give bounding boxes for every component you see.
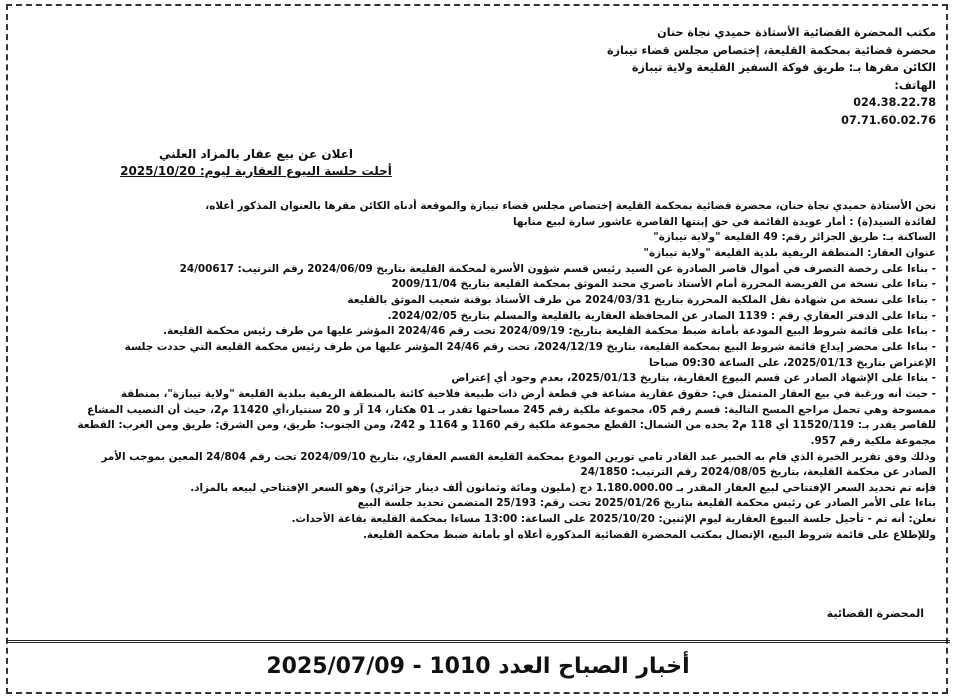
notice-line: الساكنة بـ: طريق الجزائر رقم: 49 القليعة "ولاية تيبازة" — [653, 231, 936, 244]
notice-line: مجموعة ملكية رقم 957. — [810, 434, 936, 447]
notice-line: الإعتراض بتاريخ 2025/01/13، على الساعة 09:30 صباحا — [648, 356, 936, 369]
bailiff-office-header — [236, 24, 936, 130]
notice-line: - بناءا على رخصة التصرف في أموال قاصر الصادرة عن السيد رئيس قسم شؤون الأسرة لمحكمة القليعة بتاريخ 2024/06/09 رقم الترتيب: 24/00617 — [179, 262, 936, 275]
office-name: مكتب المحضرة القضائية الأستاذة حميدي نجاة حنان — [657, 26, 936, 39]
office-jurisdiction: محضرة قضائية بمحكمة القليعة، إختصاص مجلس قضاء تيبازة — [606, 43, 936, 57]
notice-line: نعلن: أنه تم - تأجيل جلسة البيوع العقارية ليوم الإثنين: 2025/10/20 على الساعة: 13:00 مساءا بمحكمة القليعة بقاعة الأحداث. — [291, 513, 936, 526]
notice-line: وللإطلاع على قائمة شروط البيع، الإتصال بمكتب المحضرة القضائية المذكورة أعلاه أو بأمانة ضبط محكمة القليعة. — [362, 528, 936, 541]
notice-title-block — [106, 146, 406, 179]
office-address: الكائن مقرها بـ: طريق فوكة السفير القليعة ولاية تيبازة — [631, 61, 936, 75]
notice-line: - بناءا على الدفتر العقاري رقم : 1139 الصادر عن المحافظة العقارية بالقليعة والمسلم بتاريخ 2024/02/05. — [387, 309, 936, 322]
notice-line: فإنه تم تحديد السعر الإفتتاحي لبيع العقار المقدر بـ 1.180.000.00 دج (مليون ومائة وثمانون ألف دينار جزائري) وهو السعر الإفتتاحي لبيعه بالمزاد. — [190, 481, 936, 494]
notice-line: ممسوحة وهي تحمل مراجع المسح التالية: قسم رقم 05، مجموعة ملكية رقم 245 مساحتها تقدر بـ 01 هكتار، 14 آر و 20 سنتيار،أي 11420 م2، حيث أن النصيب المشاع — [87, 403, 936, 416]
office-phone-1: 024.38.22.78 — [853, 96, 936, 110]
notice-subtitle: أجلت جلسة البيوع العقارية ليوم: 2025/10/20 — [120, 163, 392, 178]
notice-title: اعلان عن بيع عقار بالمزاد العلني — [158, 147, 354, 161]
office-phone-label: الهاتف: — [894, 78, 936, 92]
notice-line: عنوان العقار: المنطقة الريفية بلدية القليعة "ولاية تيبازة" — [643, 246, 936, 259]
notice-body — [6, 199, 936, 543]
newspaper-footer: أخبار الصباح العدد 1010 - 2025/07/09 — [6, 640, 950, 689]
notice-line: - حيث أنه ورغبة في بيع العقار المتمثل في: حقوق عقارية مشاعة في قطعة أرض ذات طبيعة فلاحية كائنة بالمنطقة الريفية ببلدية القليعة "ولاية تيبازة"، بمنطقة — [120, 387, 936, 400]
notice-line: - بناءا على محضر إيداع قائمة شروط البيع بمحكمة القليعة، بتاريخ 2024/12/19، تحت رقم 24/46 المؤشر عليها من طرف رئيس محكمة القليعة التي حددت جلسة — [124, 340, 936, 353]
office-phone-2: 07.71.60.02.76 — [841, 113, 936, 127]
signature: المحضرة القضائية — [826, 607, 924, 620]
notice-line: - بناءا على نسخة من شهادة نقل الملكية المحررة بتاريخ 2024/03/31 من طرف الأستاذ بوقنة شعيب الموثق بالقليعة — [347, 293, 936, 306]
notice-line: الصادر عن محكمة القليعة، بتاريخ 2024/08/05 رقم الترتيب: 24/1850 — [580, 466, 936, 479]
notice-line: بناءا على الأمر الصادر عن رئيس محكمة القليعة بتاريخ 2025/01/26 تحت رقم: 25/193 المتضمن تحديد جلسة البيع — [357, 497, 936, 510]
notice-line: نحن الأستاذة حميدي نجاة حنان، محضرة قضائية بمحكمة القليعة إختصاص مجلس قضاء تيبازة والموقعة أدناه الكائن مقرها بالعنوان المذكور أعلاه، — [205, 200, 936, 212]
legal-notice-frame — [6, 4, 948, 694]
notice-line: للقاصر يقدر بـ: 11520/119 أي 118 م2 يحده من الشمال: القطع مجموعة ملكية رقم 1160 و 1164 و 242، ومن الجنوب: طريق، ومن الشرق: طريق ومن الغرب: القطعة — [77, 419, 936, 432]
notice-line: - بناءا على قائمة شروط البيع المودعة بأمانة ضبط محكمة القليعة بتاريخ: 2024/09/19 تحت رقم 2024/46 المؤشر عليها من طرف رئيس محكمة القليعة. — [163, 325, 936, 338]
notice-line: - بناءا على نسخة من الفريضة المحررة أمام الأستاذ ناصري محند الموثق بمحكمة القليعة بتاريخ 2009/11/04 — [391, 278, 936, 291]
notice-line: وذلك وفق تقرير الخبرة الذي قام به الخبير عبد القادر تامي تورين المودع بمحكمة القليعة القسم العقاري، بتاريخ 2024/09/10 تحت رقم 24/804 المعين بموجب الأمر — [101, 450, 936, 463]
notice-line: - بناءا على الإشهاد الصادر عن قسم البيوع العقارية، بتاريخ 2025/01/13، بعدم وجود أي إعتراض — [451, 372, 936, 385]
notice-line: لفائدة السيد(ة) : أمار عويدة القائمة في حق إبنتها القاصرة عاشور سارة لبيع منابها — [513, 215, 936, 228]
